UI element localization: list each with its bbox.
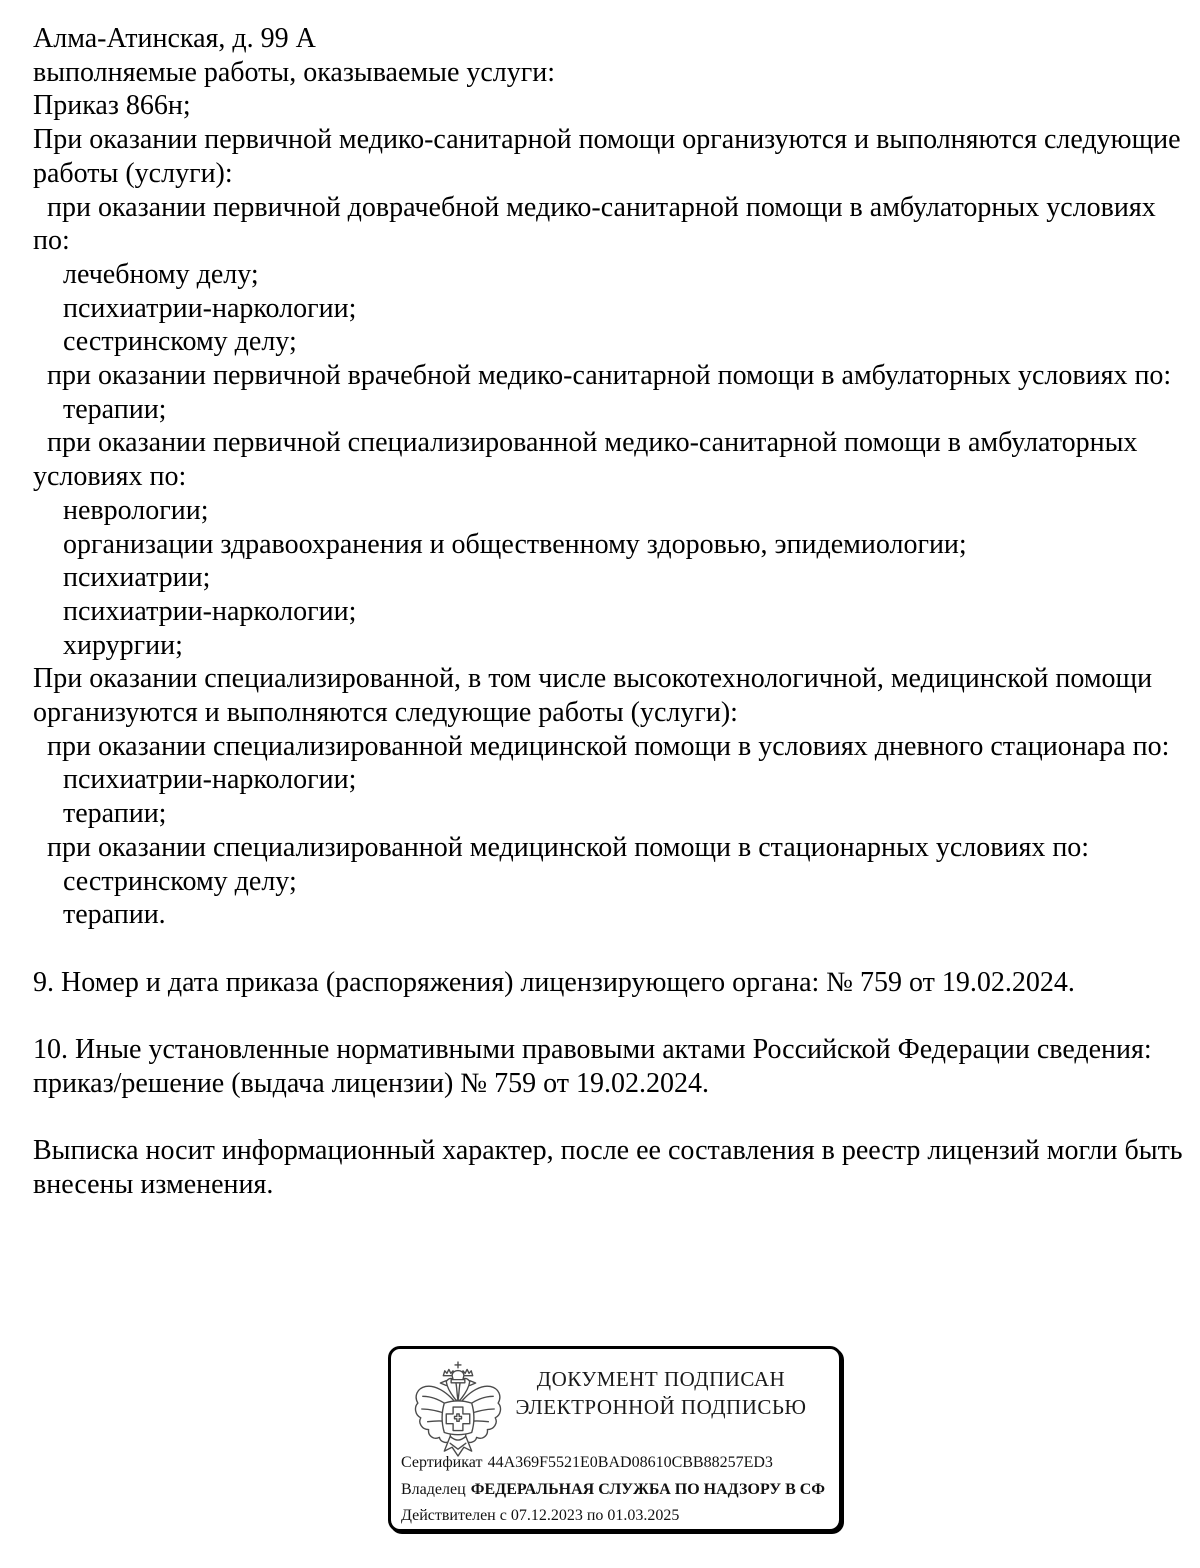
doc-line: Приказ 866н; [33, 90, 191, 122]
doc-line: при оказании первичной доврачебной медико-санитарной помощи в амбулаторных условиях [47, 191, 1156, 223]
doc-line: Выписка носит информационный характер, после ее составления в реестр лицензий могли быть [33, 1135, 1183, 1167]
certificate-label: Сертификат [401, 1454, 483, 1471]
doc-line: внесены изменения. [33, 1168, 274, 1200]
stamp-title [503, 1365, 819, 1421]
doc-line: терапии; [63, 393, 167, 425]
owner-label: Владелец [401, 1480, 466, 1498]
doc-line: условиях по: [33, 461, 187, 493]
doc-line: Алма-Атинская, д. 99 А [33, 23, 316, 54]
doc-line: хирургии; [63, 629, 183, 661]
blank-line [33, 1100, 1183, 1134]
certificate-line [401, 1450, 839, 1477]
doc-line: психиатрии; [63, 562, 211, 594]
doc-line: при оказании первичной врачебной медико-санитарной помощи в амбулаторных условиях по: [47, 360, 1172, 392]
doc-line: при оказании первичной специализированной медико-санитарной помощи в амбулаторных [47, 427, 1138, 459]
doc-line: терапии. [63, 899, 166, 931]
doc-line: лечебному делу; [63, 258, 259, 290]
doc-line: 10. Иные установленные нормативными правовыми актами Российской Федерации сведения: [33, 1034, 1152, 1066]
doc-line: приказ/решение (выдача лицензии) № 759 от 19.02.2024. [33, 1067, 709, 1099]
doc-line: работы (услуги): [33, 157, 233, 189]
doc-line: организуются и выполняются следующие работы (услуги): [33, 697, 738, 729]
doc-line: психиатрии-наркологии; [63, 764, 357, 796]
doc-line: выполняемые работы, оказываемые услуги: [33, 56, 556, 88]
doc-line: при оказании специализированной медицинской помощи в стационарных условиях по: [47, 831, 1090, 863]
doc-line: организации здравоохранения и общественному здоровью, эпидемиологии; [63, 528, 967, 560]
validity-line: Действителен с 07.12.2023 по 01.03.2025 [401, 1507, 680, 1524]
owner-line [401, 1477, 839, 1504]
owner-value: ФЕДЕРАЛЬНАЯ СЛУЖБА ПО НАДЗОРУ В СФ [470, 1480, 826, 1498]
doc-line: При оказании специализированной, в том числе высокотехнологичной, медицинской помощи [33, 663, 1153, 695]
stamp-title-line2: ЭЛЕКТРОННОЙ ПОДПИСЬЮ [515, 1395, 807, 1419]
blank-line [33, 932, 1183, 966]
signature-stamp [388, 1346, 842, 1532]
stamp-info [401, 1450, 839, 1530]
doc-line: сестринскому делу; [63, 865, 297, 897]
doc-line: сестринскому делу; [63, 326, 297, 358]
doc-line: по: [33, 225, 70, 257]
doc-line: При оказании первичной медико-санитарной помощи организуются и выполняются следующие [33, 124, 1181, 156]
doc-line: терапии; [63, 798, 167, 830]
blank-line [33, 999, 1183, 1033]
doc-line: психиатрии-наркологии; [63, 292, 357, 324]
doc-line: психиатрии-наркологии; [63, 595, 357, 627]
roszdravnadzor-eagle-icon [411, 1359, 505, 1459]
doc-line: 9. Номер и дата приказа (распоряжения) лицензирующего органа: № 759 от 19.02.2024. [33, 966, 1075, 998]
stamp-title-line1: ДОКУМЕНТ ПОДПИСАН [536, 1367, 786, 1391]
document-body [33, 22, 1183, 1202]
doc-line: при оказании специализированной медицинской помощи в условиях дневного стационара по: [47, 730, 1170, 762]
doc-line: неврологии; [63, 494, 209, 526]
certificate-value: 44A369F5521E0BAD08610CBB88257ED3 [487, 1454, 773, 1471]
